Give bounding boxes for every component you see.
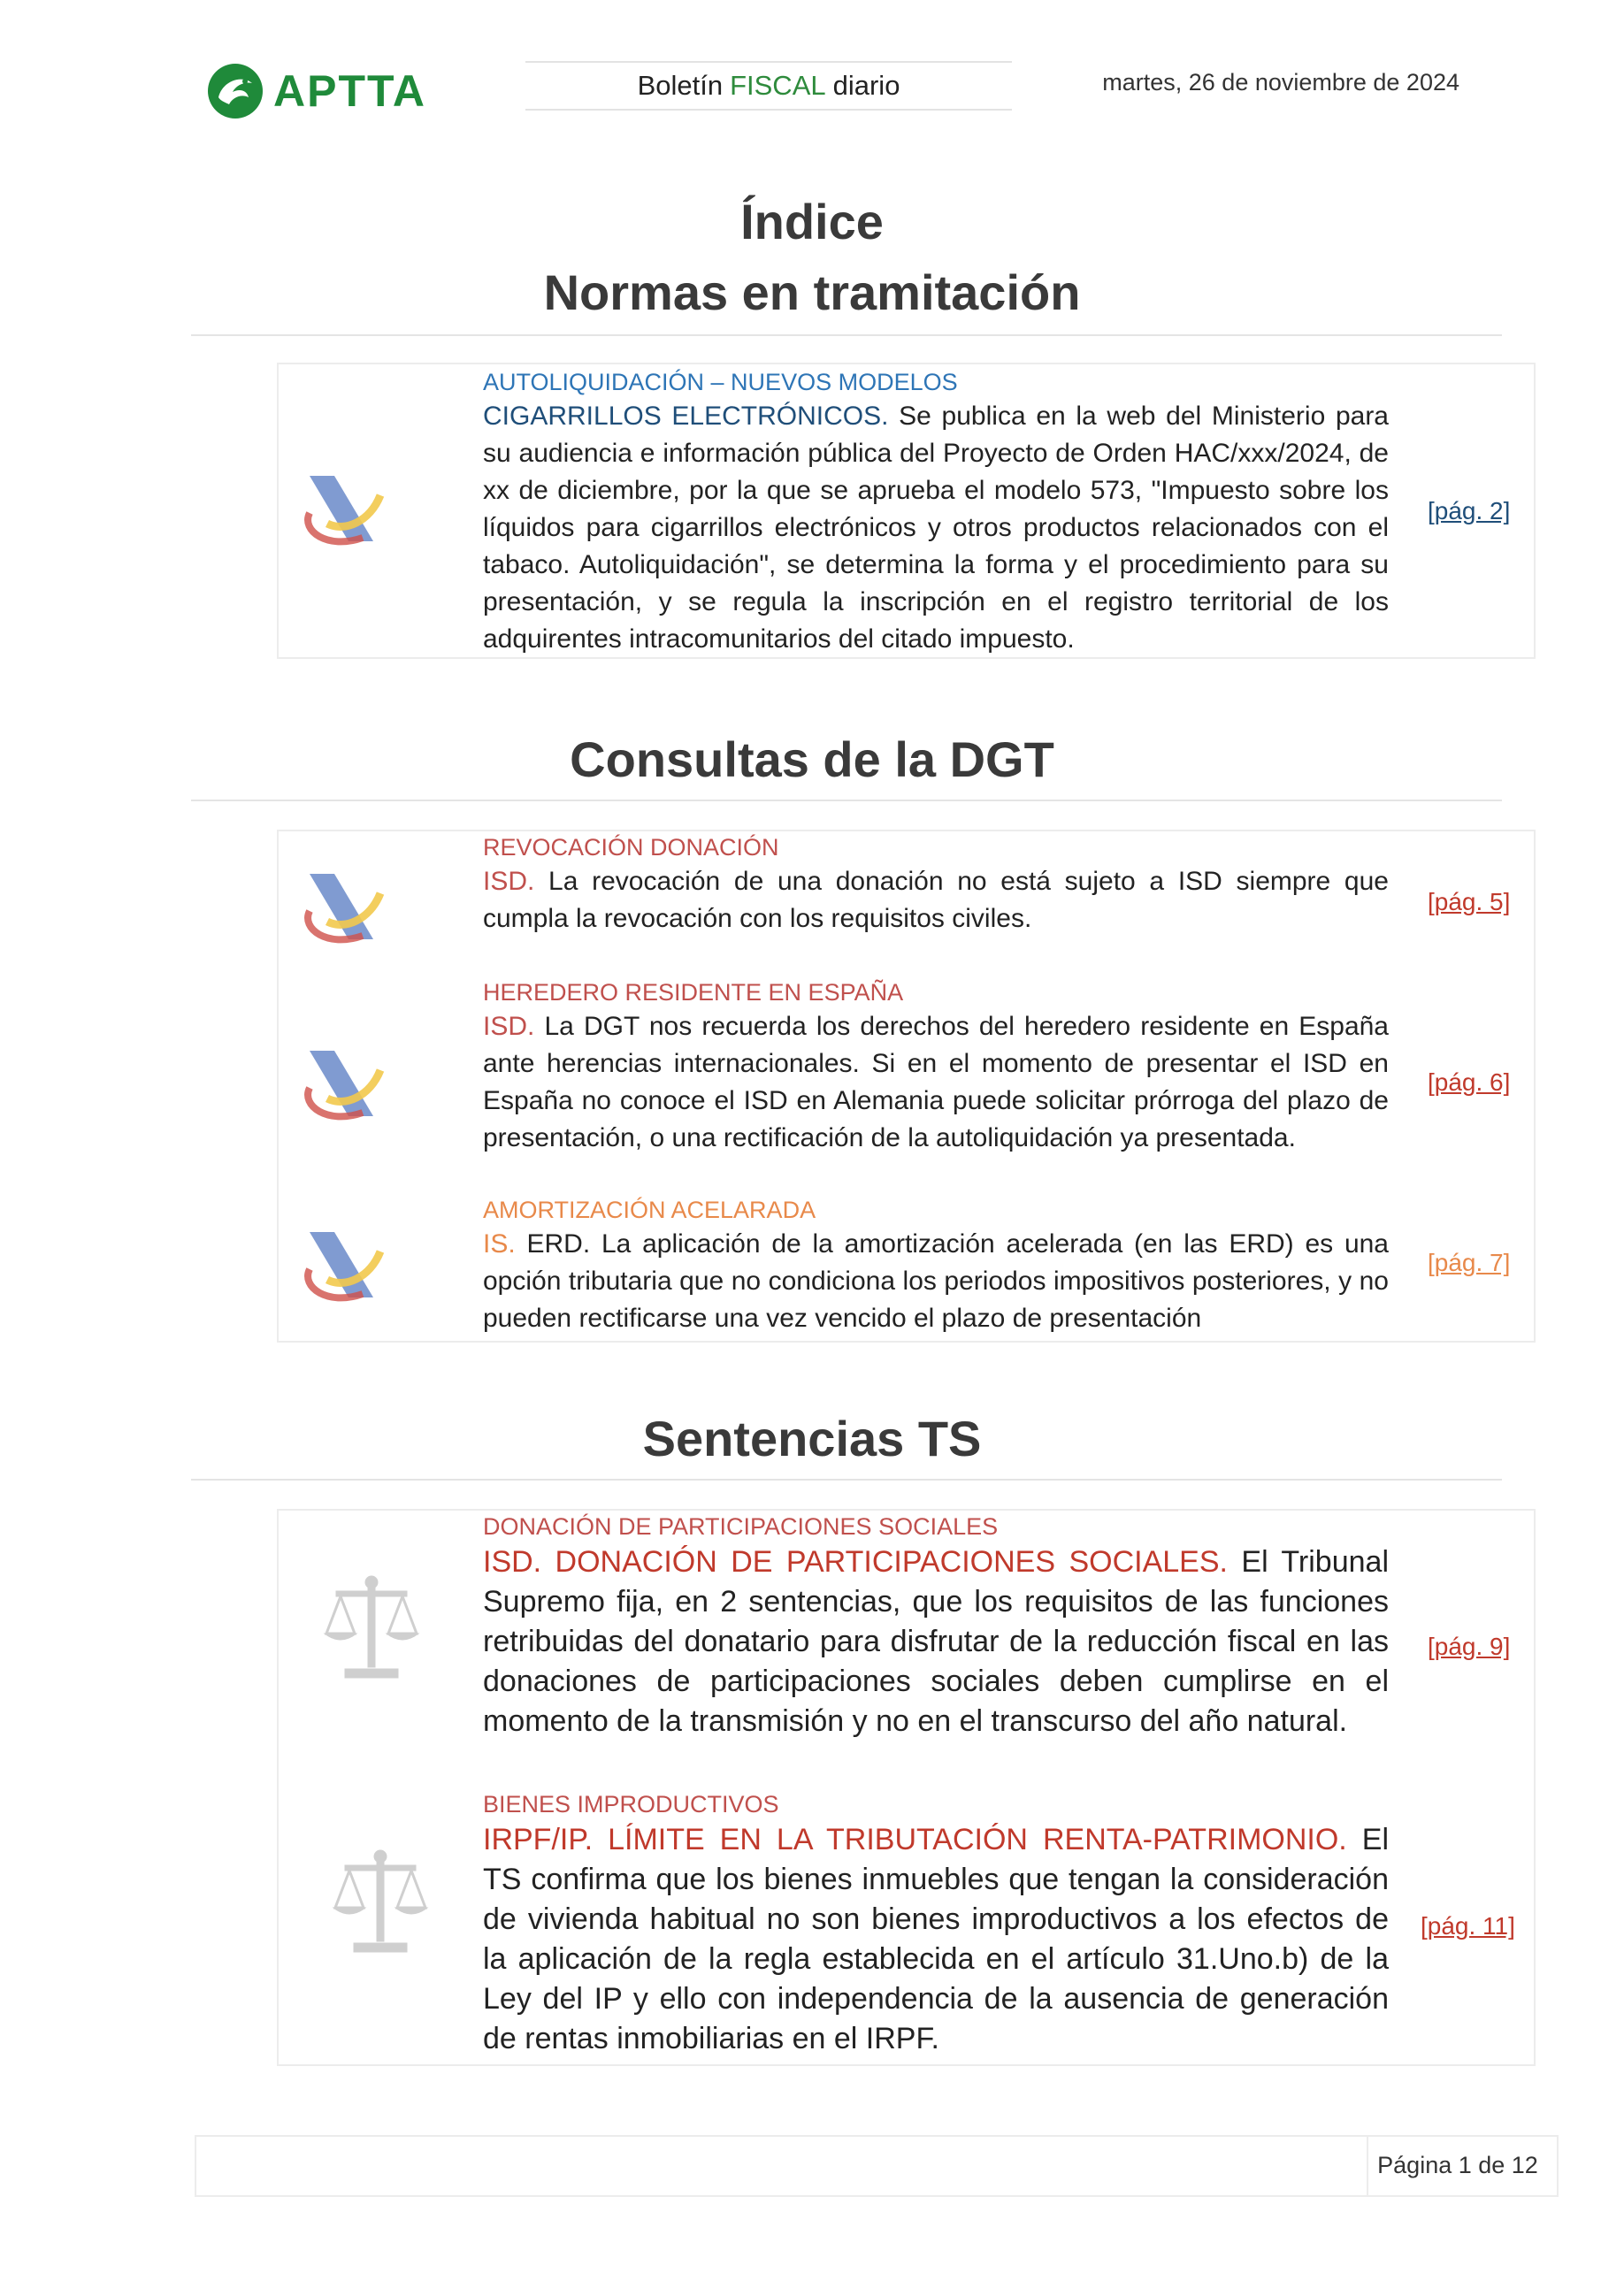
section-divider [191,334,1502,336]
bulletin-suffix: diario [832,70,900,101]
entry-lead: IRPF/IP. LÍMITE EN LA TRIBUTACIÓN RENTA-PATRIMONIO. [483,1823,1347,1856]
aeat-logo-icon [292,1035,389,1132]
entry-category: AMORTIZACIÓN ACELARADA [483,1197,816,1223]
entry-category: REVOCACIÓN DONACIÓN [483,834,779,861]
page-number: Página 1 de 12 [1377,2152,1538,2178]
consultas-section-title: Consultas de la DGT [570,731,1054,787]
page-link[interactable]: [pág. 9] [1428,1633,1511,1660]
consulta-entry [483,831,1389,938]
entry-category: HEREDERO RESIDENTE EN ESPAÑA [483,979,904,1006]
page-link[interactable]: [pág. 2] [1428,497,1511,524]
entry-text: La DGT nos recuerda los derechos del heredero residente en España ante herencias internacionales. Si en el momento de presentar el ISD en España no conoce el ISD en Alemania puede solicitar prórroga del plazo de presentación, o una rectificación de la autoliquidación ya presentada. [483,1012,1389,1152]
scales-of-justice-icon [314,1570,429,1685]
entry-lead: CIGARRILLOS ELECTRÓNICOS. [483,402,889,431]
consulta-entry [483,976,1389,1157]
page-footer [195,2135,1559,2197]
sentencia-entry [483,1511,1389,1741]
consulta-entry [483,1194,1389,1337]
entry-lead: ISD. [483,867,535,896]
section-divider [191,800,1502,801]
page-link[interactable]: [pág. 5] [1428,888,1511,915]
logo-text: APTTA [273,66,426,116]
entry-lead: ISD. DONACIÓN DE PARTICIPACIONES SOCIALES. [483,1545,1228,1579]
bulletin-fiscal: FISCAL [730,70,826,101]
bulletin-date: martes, 26 de noviembre de 2024 [1102,69,1459,96]
normas-section-title: Normas en tramitación [543,264,1081,320]
aeat-logo-icon [292,460,389,557]
page-link[interactable]: [pág. 6] [1428,1068,1511,1096]
normas-entry [483,366,1389,658]
entry-lead: ISD. [483,1012,535,1041]
aptta-logo-icon [206,62,264,120]
scales-of-justice-icon [323,1844,438,1959]
footer-divider [1367,2135,1368,2197]
aeat-logo-icon [292,1216,389,1313]
page-link[interactable]: [pág. 11] [1421,1912,1515,1940]
entry-lead: IS. [483,1229,516,1259]
entry-text: El Tribunal Supremo fija, en 2 sentencias, que los requisitos de las funciones retribuidas del donatario para disfrutar de la reducción fiscal en las donaciones de participaciones sociales deben cumplirse en el momento de la transmisión y no en el transcurso del año natural. [483,1545,1389,1738]
aptta-logo [206,60,454,122]
entry-category: AUTOLIQUIDACIÓN – NUEVOS MODELOS [483,369,958,395]
bulletin-prefix: Boletín [637,70,724,101]
aeat-logo-icon [292,858,389,955]
index-title: Índice [740,194,884,249]
entry-text: Se publica en la web del Ministerio para su audiencia e información pública del Proyecto de Orden HAC/xxx/2024, de xx de diciembre, por la que se aprueba el modelo 573, "Impuesto sobre los líquidos para cigarrillos electrónicos y otros productos relacionados con el tabaco. Autoliquidación", se determina la forma y el procedimiento para su presentación, y se regula la inscripción en el registro territorial de los adquirentes intracomunitarios del citado impuesto. [483,402,1389,654]
section-divider [191,1479,1502,1481]
sentencia-entry [483,1788,1389,2059]
entry-text: El TS confirma que los bienes inmuebles que tengan la consideración de vivienda habitual no son bienes improductivos a los efectos de la aplicación de la regla establecida en el artículo 31.Uno.b) de la Ley del IP y ello con independencia de la ausencia de generación de rentas inmobiliarias en el IRPF. [483,1823,1389,2055]
entry-text: La revocación de una donación no está sujeto a ISD siempre que cumpla la revocación con los requisitos civiles. [483,867,1389,933]
entry-category: DONACIÓN DE PARTICIPACIONES SOCIALES [483,1513,999,1540]
bulletin-title [525,61,1012,111]
entry-text: ERD. La aplicación de la amortización acelerada (en las ERD) es una opción tributaria que no condiciona los periodos impositivos posteriores, y no pueden rectificarse una vez vencido el plazo de presentación [483,1229,1389,1333]
sentencias-section-title: Sentencias TS [642,1411,982,1466]
page-link[interactable]: [pág. 7] [1428,1249,1511,1276]
entry-category: BIENES IMPRODUCTIVOS [483,1791,779,1818]
